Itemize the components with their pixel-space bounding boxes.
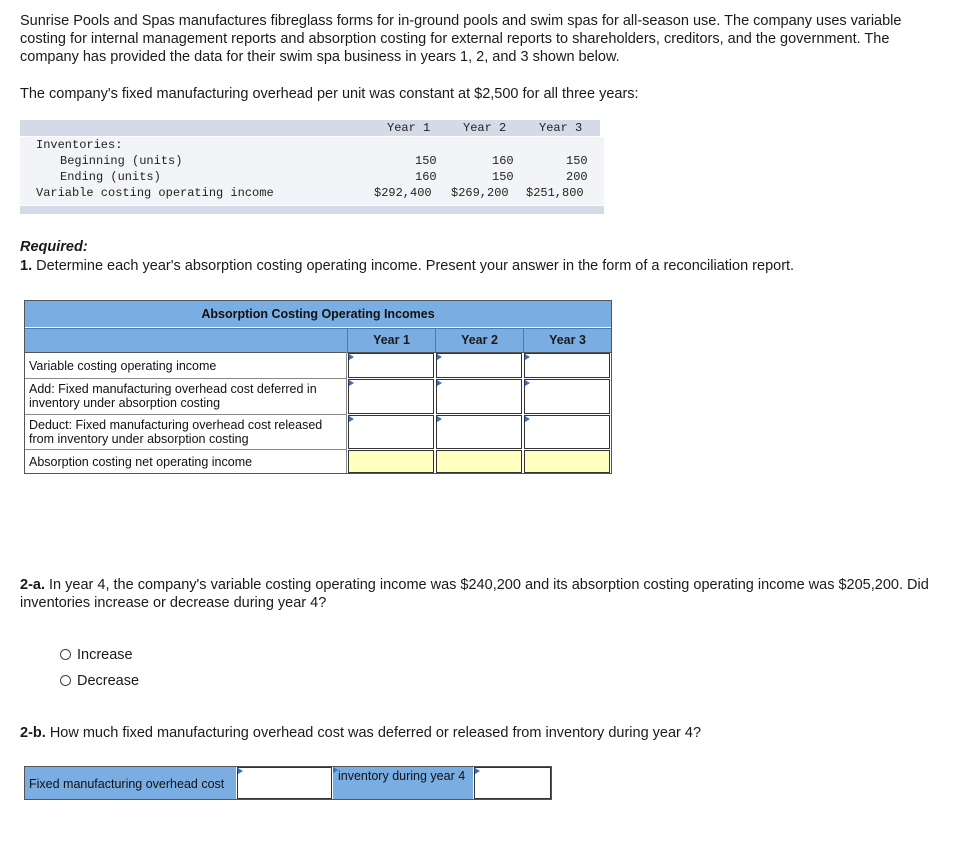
overhead-line: The company's fixed manufacturing overhead per unit was constant at $2,500 for all three years: <box>20 86 639 102</box>
option-increase[interactable] <box>60 646 133 664</box>
input-marker-icon <box>475 768 480 774</box>
option-decrease-label: Decrease <box>77 673 140 689</box>
data-header-year-3: Year 3 <box>539 121 583 135</box>
vc-income-y1-input[interactable] <box>348 353 434 378</box>
question-2a <box>20 576 930 612</box>
input-marker-icon <box>437 354 442 360</box>
question-1-text: Determine each year's absorption costing operating income. Present your answer in the form of a reconciliation report. <box>36 258 795 274</box>
deferred-y1-input[interactable] <box>348 379 434 414</box>
absorption-income-y2 <box>436 450 522 473</box>
question-2b-number: 2-b. <box>20 725 46 741</box>
q2b-mid-label: inventory during year 4 <box>338 769 466 783</box>
data-header-year-1: Year 1 <box>387 121 431 135</box>
recon-header-year-3: Year 3 <box>549 333 586 347</box>
recon-row-vc-income-label: Variable costing operating income <box>29 359 217 373</box>
data-table-header-bar <box>20 120 600 136</box>
ending-y2: 150 <box>492 170 514 184</box>
absorption-income-y1 <box>348 450 434 473</box>
input-marker-icon <box>349 380 354 386</box>
input-marker-icon <box>349 354 354 360</box>
input-marker-icon <box>238 768 243 774</box>
data-table-footer-bar <box>20 206 604 214</box>
required-heading: Required: <box>20 239 88 255</box>
recon-header-year-1: Year 1 <box>373 333 410 347</box>
recon-row-deduct-released-label: Deduct: Fixed manufacturing overhead cost released from inventory under absorption costing <box>29 418 323 446</box>
question-1-number: 1. <box>20 258 33 274</box>
intro-paragraph: Sunrise Pools and Spas manufactures fibreglass forms for in-ground pools and swim spas for all-season use. The company uses variable costing for internal management reports and absorption costing for external reports to shareholders, creditors, and the government. The company has provided the data for their swim spa business in years 1, 2, and 3 shown below. <box>20 13 902 65</box>
beginning-y3: 150 <box>566 154 588 168</box>
vc-income-y3: $251,800 <box>526 186 584 200</box>
q2b-label: Fixed manufacturing overhead cost <box>29 777 225 791</box>
beginning-y2: 160 <box>492 154 514 168</box>
q2b-amount-input[interactable] <box>237 767 332 799</box>
input-marker-icon <box>525 354 530 360</box>
recon-row-absorption-income-label: Absorption costing net operating income <box>29 455 253 469</box>
released-y2-input[interactable] <box>436 415 522 449</box>
deferred-y2-input[interactable] <box>436 379 522 414</box>
vc-income-y1: $292,400 <box>374 186 432 200</box>
data-header-year-2: Year 2 <box>463 121 507 135</box>
input-marker-icon <box>525 416 530 422</box>
input-marker-icon <box>349 416 354 422</box>
absorption-income-y3 <box>524 450 610 473</box>
option-increase-label: Increase <box>77 647 133 663</box>
input-marker-icon <box>437 380 442 386</box>
released-y3-input[interactable] <box>524 415 610 449</box>
radio-increase[interactable] <box>60 649 71 660</box>
question-1 <box>20 257 920 275</box>
vc-income-y2-input[interactable] <box>436 353 522 378</box>
deferred-y3-input[interactable] <box>524 379 610 414</box>
input-marker-icon <box>525 380 530 386</box>
inventories-label: Inventories: <box>36 138 123 152</box>
beginning-units-label: Beginning (units) <box>60 154 183 168</box>
question-2b-text: How much fixed manufacturing overhead cost was deferred or released from inventory during year 4? <box>49 725 702 741</box>
ending-y3: 200 <box>566 170 588 184</box>
question-2b <box>20 724 930 742</box>
q2b-final-input[interactable] <box>474 767 551 799</box>
question-2a-number: 2-a. <box>20 577 45 593</box>
ending-units-label: Ending (units) <box>60 170 161 184</box>
input-marker-icon <box>437 416 442 422</box>
vc-income-y2: $269,200 <box>451 186 509 200</box>
recon-header-year-2: Year 2 <box>461 333 498 347</box>
recon-row-add-deferred-label: Add: Fixed manufacturing overhead cost deferred in inventory under absorption costing <box>29 382 317 410</box>
option-decrease[interactable] <box>60 672 139 690</box>
question-2a-text: In year 4, the company's variable costing operating income was $240,200 and its absorption costing operating income was $205,200. Did inventories increase or decrease during year 4? <box>20 577 929 611</box>
vc-income-y3-input[interactable] <box>524 353 610 378</box>
vc-income-label: Variable costing operating income <box>36 186 274 200</box>
beginning-y1: 150 <box>415 154 437 168</box>
recon-title: Absorption Costing Operating Incomes <box>201 307 435 321</box>
radio-decrease[interactable] <box>60 675 71 686</box>
ending-y1: 160 <box>415 170 437 184</box>
released-y1-input[interactable] <box>348 415 434 449</box>
